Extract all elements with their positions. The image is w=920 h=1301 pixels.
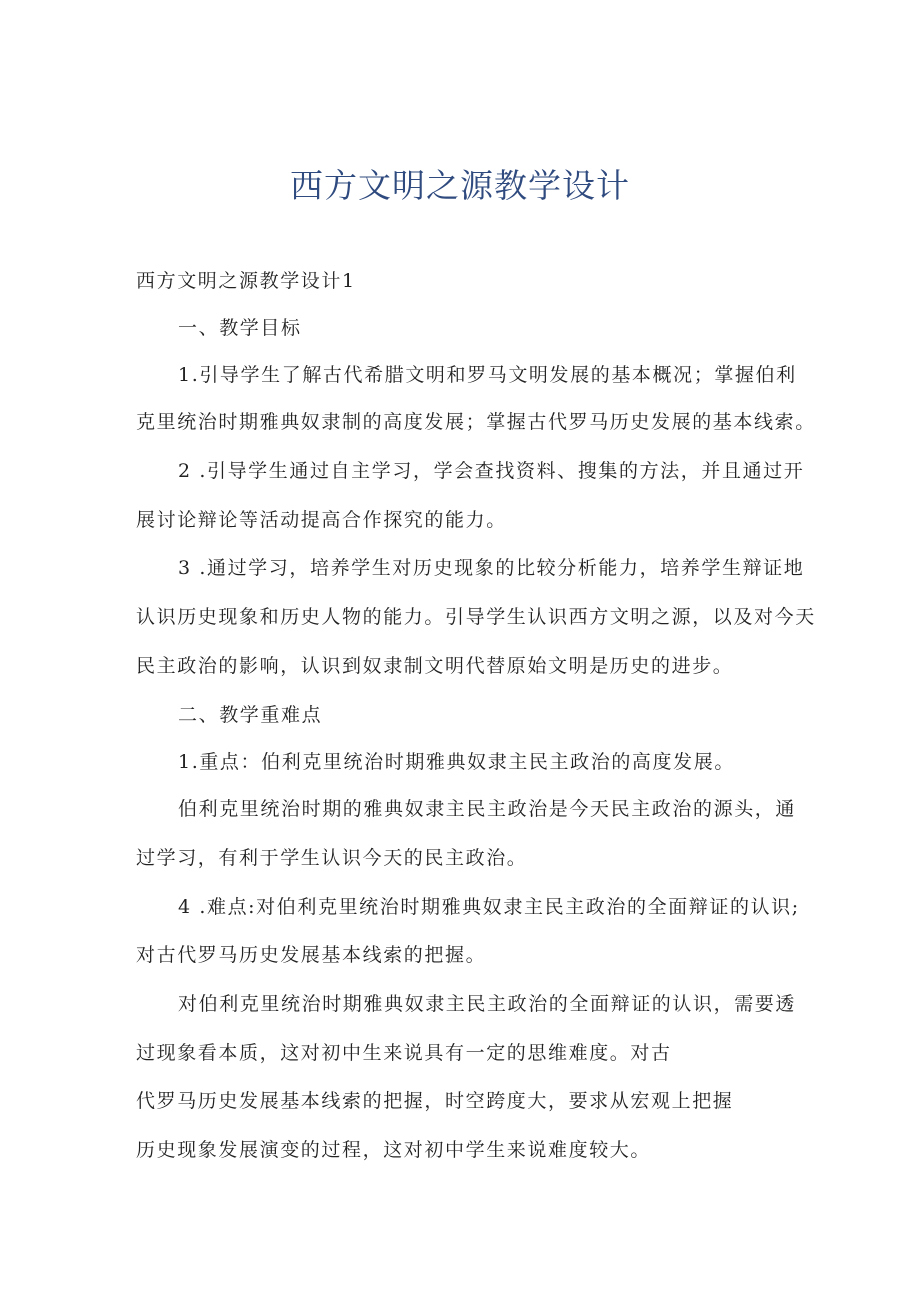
paragraph-line: 代罗马历史发展基本线索的把握，时空跨度大，要求从宏观上把握 [136, 1090, 734, 1112]
heading-teaching-goals: 一、教学目标 [178, 317, 302, 339]
paragraph-line: 伯利克里统治时期的雅典奴隶主民主政治是今天民主政治的源头，通 [178, 798, 797, 820]
paragraph-line: 过学习，有利于学生认识今天的民主政治。 [136, 847, 528, 869]
section-heading-1: 西方文明之源教学设计1 [136, 270, 356, 292]
paragraph-line: 3 .通过学习，培养学生对历史现象的比较分析能力，培养学生辩证地 [178, 557, 805, 579]
paragraph-line: 4 .难点:对伯利克里统治时期雅典奴隶主民主政治的全面辩证的认识; [178, 896, 800, 918]
paragraph-line: 1.重点：伯利克里统治时期雅典奴隶主民主政治的高度发展。 [178, 751, 735, 773]
heading-key-points: 二、教学重难点 [178, 704, 323, 726]
paragraph-line: 1.引导学生了解古代希腊文明和罗马文明发展的基本概况；掌握伯利 [178, 364, 797, 386]
paragraph-line: 克里统治时期雅典奴隶制的高度发展；掌握古代罗马历史发展的基本线索。 [136, 411, 816, 433]
paragraph-line: 认识历史现象和历史人物的能力。引导学生认识西方文明之源，以及对今天 [136, 606, 816, 628]
paragraph-line: 历史现象发展演变的过程，这对初中学生来说难度较大。 [136, 1139, 652, 1161]
paragraph-line: 对伯利克里统治时期雅典奴隶主民主政治的全面辩证的认识，需要透 [178, 993, 797, 1015]
paragraph-line: 过现象看本质，这对初中生来说具有一定的思维难度。对古 [136, 1042, 672, 1064]
document-title: 西方文明之源教学设计 [290, 166, 630, 205]
paragraph-line: 民主政治的影响，认识到奴隶制文明代替原始文明是历史的进步。 [136, 655, 734, 677]
paragraph-line: 2 .引导学生通过自主学习，学会查找资料、搜集的方法，并且通过开 [178, 460, 805, 482]
paragraph-line: 展讨论辩论等活动提高合作探究的能力。 [136, 509, 507, 531]
paragraph-line: 对古代罗马历史发展基本线索的把握。 [136, 944, 487, 966]
